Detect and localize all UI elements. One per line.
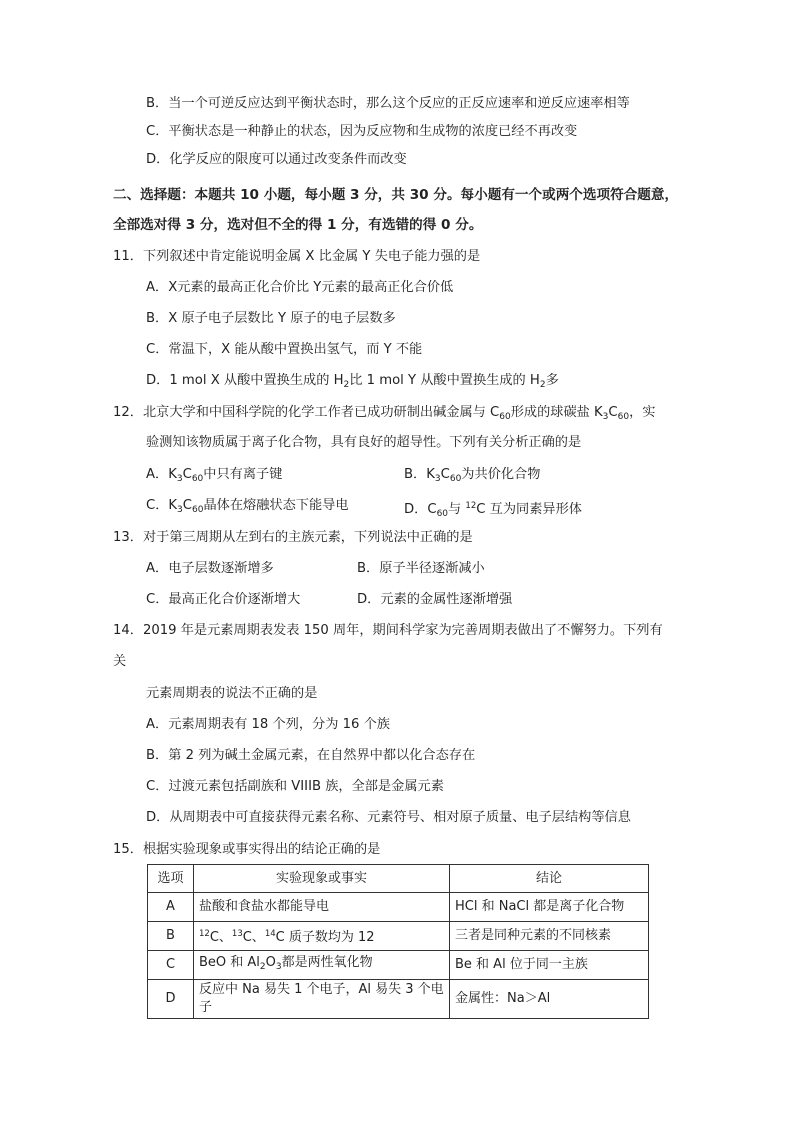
row-conclusion: 三者是同种元素的不同核素 bbox=[450, 922, 649, 951]
table-row bbox=[148, 922, 649, 951]
header-option: 选项 bbox=[148, 865, 194, 893]
q13-option-b: B．原子半径逐渐减小 bbox=[357, 561, 485, 576]
row-conclusion: HCl 和 NaCl 都是离子化合物 bbox=[450, 893, 649, 922]
question-15-stem: 15．根据实验现象或事实得出的结论正确的是 bbox=[113, 842, 381, 857]
option-c-q10: C．平衡状态是一种静止的状态，因为反应物和生成物的浓度已经不再改变 bbox=[146, 124, 578, 139]
row-option: B bbox=[148, 922, 194, 951]
header-conclusion: 结论 bbox=[450, 865, 649, 893]
q15-table bbox=[147, 864, 649, 1019]
row-fact: 盐酸和食盐水都能导电 bbox=[194, 893, 450, 922]
table-row bbox=[148, 980, 649, 1019]
question-12-line2: 验测知该物质属于离子化合物，具有良好的超导性。下列有关分析正确的是 bbox=[146, 435, 582, 450]
row-conclusion: 金属性：Na＞Al bbox=[450, 980, 649, 1019]
q12-option-c: C．$K_3C_{60}$晶体在熔融状态下能导电 bbox=[146, 498, 349, 515]
question-14-line2: 关 bbox=[113, 654, 127, 669]
q13-option-c: C．最高正化合价逐渐增大 bbox=[146, 592, 301, 607]
q11-option-d: D．1 mol X 从酸中置换生成的 $H_2$比 1 mol Y 从酸中置换生成的 $H_2$多 bbox=[146, 373, 559, 390]
question-12-line1: 12．北京大学和中国科学院的化学工作者已成功研制出碱金属与 $C_{60}$形成的球碳盐 $K_3C_{60}$，实 bbox=[113, 405, 656, 422]
row-fact: 反应中 Na 易失 1 个电子，Al 易失 3 个电子 bbox=[194, 980, 450, 1019]
q14-option-d: D．从周期表中可直接获得元素名称、元素符号、相对原子质量、电子层结构等信息 bbox=[146, 810, 631, 825]
question-14-line1: 14．2019 年是元素周期表发表 150 周年，期间科学家为完善周期表做出了不懈努力。下列有 bbox=[113, 623, 663, 638]
q13-option-d: D．元素的金属性逐渐增强 bbox=[357, 592, 513, 607]
section-heading-line2: 全部选对得 3 分，选对但不全的得 1 分，有选错的得 0 分。 bbox=[113, 217, 483, 233]
table-row bbox=[148, 893, 649, 922]
header-fact: 实验现象或事实 bbox=[194, 865, 450, 893]
question-14-line3: 元素周期表的说法不正确的是 bbox=[146, 686, 318, 701]
question-11-stem: 11．下列叙述中肯定能说明金属 X 比金属 Y 失电子能力强的是 bbox=[113, 249, 481, 264]
q11-option-b: B．X 原子电子层数比 Y 原子的电子层数多 bbox=[146, 311, 396, 326]
row-fact: $^{12}$C、$^{13}$C、$^{14}$C 质子数均为 12 bbox=[194, 922, 450, 951]
row-option: D bbox=[148, 980, 194, 1019]
table-row bbox=[148, 951, 649, 980]
row-fact: BeO 和 $Al_2O_3$都是两性氧化物 bbox=[194, 951, 450, 980]
q11-option-c: C．常温下，X 能从酸中置换出氢气，而 Y 不能 bbox=[146, 342, 423, 357]
q13-option-a: A．电子层数逐渐增多 bbox=[146, 561, 274, 576]
question-13-stem: 13．对于第三周期从左到右的主族元素，下列说法中正确的是 bbox=[113, 530, 473, 545]
q12-option-d: D．$C_{60}$与 $^{12}$C 互为同素异形体 bbox=[404, 501, 582, 519]
q14-option-b: B．第 2 列为碱土金属元素，在自然界中都以化合态存在 bbox=[146, 748, 476, 763]
row-option: C bbox=[148, 951, 194, 980]
row-conclusion: Be 和 Al 位于同一主族 bbox=[450, 951, 649, 980]
option-b-q10: B．当一个可逆反应达到平衡状态时，那么这个反应的正反应速率和逆反应速率相等 bbox=[146, 96, 630, 111]
option-d-q10: D．化学反应的限度可以通过改变条件而改变 bbox=[146, 152, 407, 167]
q14-option-a: A．元素周期表有 18 个列，分为 16 个族 bbox=[146, 717, 390, 732]
q11-option-a: A．X元素的最高正化合价比 Y元素的最高正化合价低 bbox=[146, 280, 454, 295]
row-option: A bbox=[148, 893, 194, 922]
table-header-row bbox=[148, 865, 649, 893]
q14-option-c: C．过渡元素包括副族和 VIIIB 族，全部是金属元素 bbox=[146, 779, 444, 794]
q12-option-a: A．$K_3C_{60}$中只有离子键 bbox=[146, 467, 283, 484]
section-heading-line1: 二、选择题：本题共 10 小题，每小题 3 分，共 30 分。每小题有一个或两个选项符合题意， bbox=[113, 187, 679, 203]
q12-option-b: B．$K_3C_{60}$为共价化合物 bbox=[404, 467, 541, 484]
